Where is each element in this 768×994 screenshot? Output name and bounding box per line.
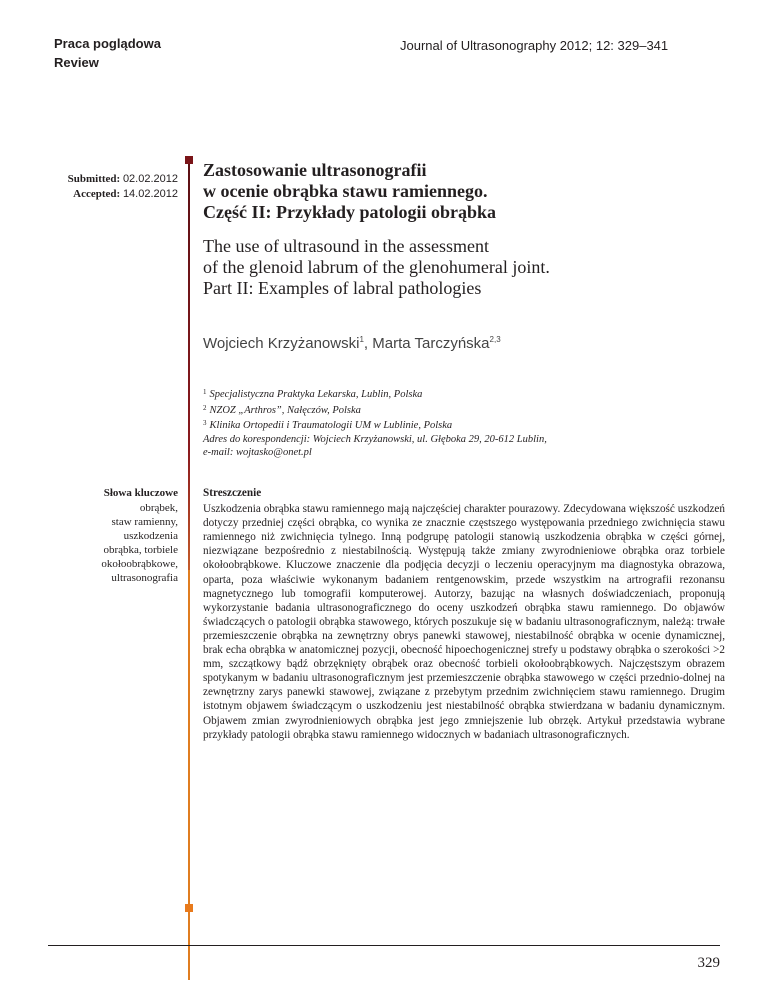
accepted-date <box>46 187 178 202</box>
accepted-label: Accepted: <box>73 188 121 200</box>
abstract-title: Streszczenie <box>203 487 262 499</box>
accepted-value: 14.02.2012 <box>122 188 178 200</box>
vertical-rule-top <box>188 160 190 450</box>
title-en-line: of the glenoid labrum of the glenohumeral joint. <box>203 257 550 277</box>
rule-marker-bottom <box>185 904 193 912</box>
affiliation-text: NZOZ „Arthros”, Nałęczów, Polska <box>209 404 361 416</box>
affiliation-3 <box>203 417 723 433</box>
title-pl-line: w ocenie obrąbka stawu ramiennego. <box>203 181 488 201</box>
keyword-line: staw ramienny, <box>111 516 178 528</box>
keywords-title: Słowa kluczowe <box>103 487 178 499</box>
article-type <box>54 34 204 72</box>
correspondence-address: Adres do korespondencji: Wojciech Krzyżanowski, ul. Głęboka 29, 20-612 Lublin, <box>203 433 547 445</box>
vertical-rule-gradient <box>188 450 190 570</box>
journal-reference: Journal of Ultrasonography 2012; 12: 329–341 <box>400 38 669 53</box>
article-dates <box>46 172 178 202</box>
keyword-line: ultrasonografia <box>111 572 178 584</box>
affiliations <box>203 386 723 460</box>
author-1: Wojciech Krzyżanowski <box>203 335 360 352</box>
abstract <box>203 486 725 742</box>
keyword-line: okołoobrąbkowe, <box>101 558 178 570</box>
affiliation-1 <box>203 386 723 402</box>
submitted-value: 02.02.2012 <box>122 173 178 185</box>
author-1-affil: 1 <box>359 335 364 344</box>
submitted-date <box>46 172 178 187</box>
author-2: Marta Tarczyńska <box>372 335 490 352</box>
keyword-line: obrąbek, <box>139 502 178 514</box>
keyword-line: uszkodzenia <box>123 530 178 542</box>
keywords <box>56 486 178 585</box>
affiliation-text: Klinika Ortopedii i Traumatologii UM w Lublinie, Polska <box>209 420 453 431</box>
authors <box>203 335 723 352</box>
affiliation-number: 2 <box>203 403 207 412</box>
title-en-line: The use of ultrasound in the assessment <box>203 236 489 256</box>
rule-marker-top <box>185 156 193 164</box>
title-pl-line: Zastosowanie ultrasonografii <box>203 160 427 180</box>
article-type-en: Review <box>54 55 99 70</box>
submitted-label: Submitted: <box>67 173 121 185</box>
footer-rule <box>48 945 720 946</box>
affiliation-2 <box>203 402 723 418</box>
title-polish <box>203 160 723 223</box>
title-pl-line: Część II: Przykłady patologii obrąbka <box>203 202 497 222</box>
abstract-text: Uszkodzenia obrąbka stawu ramiennego mają najczęściej charakter pourazowy. Zdecydowana większość uszkodzeń dotyczy przedniej części obrąbka, co wynika ze znacznie częstszego występowania przedniego zwichnięcia stawu ramiennego niż zwichnięcia tylnego. Inną podgrupę patologii stanowią uszkodzenia obrąbka w części górnej, niezwiązane bezpośrednio z niestabilnością. Występują także zmiany zwyrodnieniowe obrąbka oraz torbiele okołoobrąbkowe. Kluczowe znaczenie dla podjęcia decyzji o leczeniu operacyjnym ma diagnostyka obrazowa, oparta, poza właściwie wykonanym badaniem rentgenowskim, przede wszystkim na artrografii rezonansu magnetycznego lub tomografii komputerowej. Autorzy, bazując na własnych doświadczeniach, proponują wykorzystanie badania ultrasonograficznego do oceny uszkodzeń obrąbka stawu ramiennego. Do objawów świadczących o patologii obrąbka stawowego, których poszukuje się w badaniu ultrasonograficznym, należą: trwałe przemieszczenie obrąbka na zewnętrzny obrys panewki stawowej, niestabilność obrąbka w ocenie dynamicznej, brak echa obrąbka w anatomicznej pozycji, obecność hipoechogenicznej strefy u podstawy obrąbka o szerokości >2 mm, szczątkowy bądź obrzęknięty obrąbek oraz obecność torbieli okołoobrąbkowych. Najczęstszym obrazem spotykanym w badaniu ultrasonograficznym jest przemieszczenie obrąbka stawowego w części przednio-dolnej na zewnętrzny zarys panewki stawowej, związane z przebytym przednim zwichnięciem stawu ramiennego. Drugim istotnym objawem świadczącym o uszkodzeniu jest niestabilność obrąbka stwierdzana w badaniu dynamicznym. Objawem zmian zwyrodnieniowych obrąbka jest jego zmniejszenie lub obrzęk. Artykuł przedstawia wybrane przykłady patologii obrąbka stawu ramiennego widocznych w badaniach ultrasonograficznych. <box>203 503 725 741</box>
vertical-rule-bottom <box>188 570 190 980</box>
page-number: 329 <box>697 955 720 971</box>
affiliation-text: Specjalistyczna Praktyka Lekarska, Lublin, Polska <box>209 389 423 400</box>
correspondence-email: e-mail: wojtasko@onet.pl <box>203 447 312 458</box>
keyword-line: obrąbka, torbiele <box>103 544 178 556</box>
affiliation-number: 3 <box>203 419 207 427</box>
author-2-affil: 2,3 <box>489 335 501 344</box>
author-separator: , <box>363 335 373 352</box>
affiliation-number: 1 <box>203 388 207 396</box>
title-english <box>203 236 723 299</box>
article-type-pl: Praca poglądowa <box>54 36 161 51</box>
title-en-line: Part II: Examples of labral pathologies <box>203 278 482 298</box>
